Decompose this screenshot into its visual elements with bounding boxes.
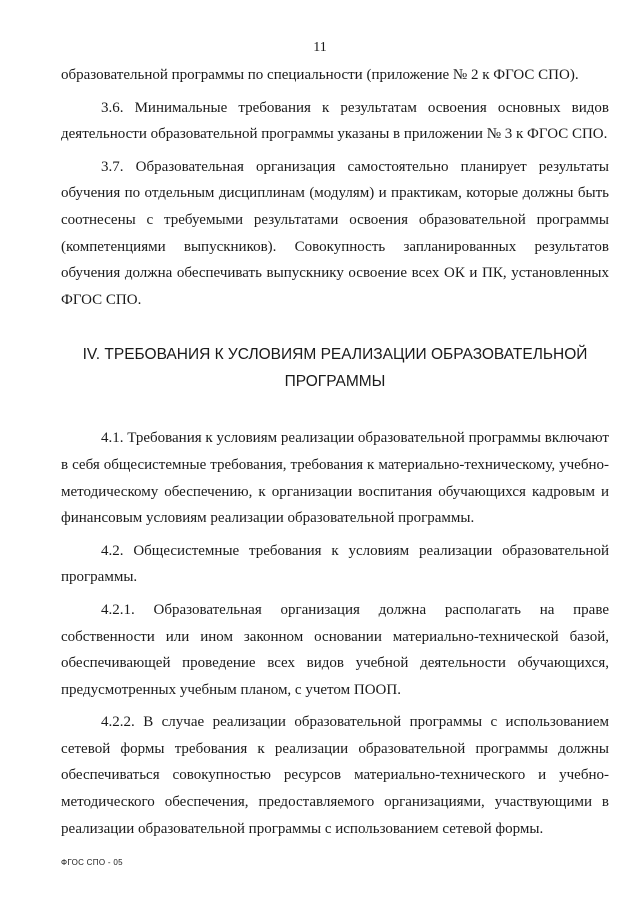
paragraph-4-2-2: 4.2.2. В случае реализации образовательной программы с использованием сетевой формы требования к реализации образовательной программы должны обеспечиваться совокупностью ресурсов материально-технического и учебно-методического обеспечения, предоставляемого организациями, участвующими в реализации образовательной программы с использованием сетевой формы. <box>61 714 609 837</box>
paragraph-3-6: 3.6. Минимальные требования к результатам освоения основных видов деятельности образовательной программы указаны в приложении № 3 к ФГОС СПО. <box>61 99 609 143</box>
document-footer-code: ФГОС СПО - 05 <box>61 858 123 867</box>
section-heading: IV. ТРЕБОВАНИЯ К УСЛОВИЯМ РЕАЛИЗАЦИИ ОБРАЗОВАТЕЛЬНОЙ ПРОГРАММЫ <box>82 346 588 391</box>
page-number: 11 <box>313 40 327 55</box>
paragraph-4-2: 4.2. Общесистемные требования к условиям реализации образовательной программы. <box>61 542 609 586</box>
paragraph-continuation: образовательной программы по специальности (приложение № 2 к ФГОС СПО). <box>61 67 579 83</box>
paragraph-4-2-1: 4.2.1. Образовательная организация должна располагать на праве собственности или ином законном основании материально-технической базой, обеспечивающей проведение всех видов учебной деятельности обучающихся, предусмотренных учебным планом, с учетом ПООП. <box>61 601 609 698</box>
document-body <box>61 62 609 842</box>
paragraph-3-7: 3.7. Образовательная организация самостоятельно планирует результаты обучения по отдельным дисциплинам (модулям) и практикам, которые должны быть соотнесены с требуемыми результатами освоения образовательной программы (компетенциями выпускников). Совокупность запланированных результатов обучения должна обеспечивать выпускнику освоение всех ОК и ПК, установленных ФГОС СПО. <box>61 158 609 308</box>
paragraph-4-1: 4.1. Требования к условиям реализации образовательной программы включают в себя общесистемные требования, требования к материально-техническому, учебно-методическому обеспечению, к организации воспитания обучающихся кадровым и финансовым условиям реализации образовательной программы. <box>61 430 609 527</box>
